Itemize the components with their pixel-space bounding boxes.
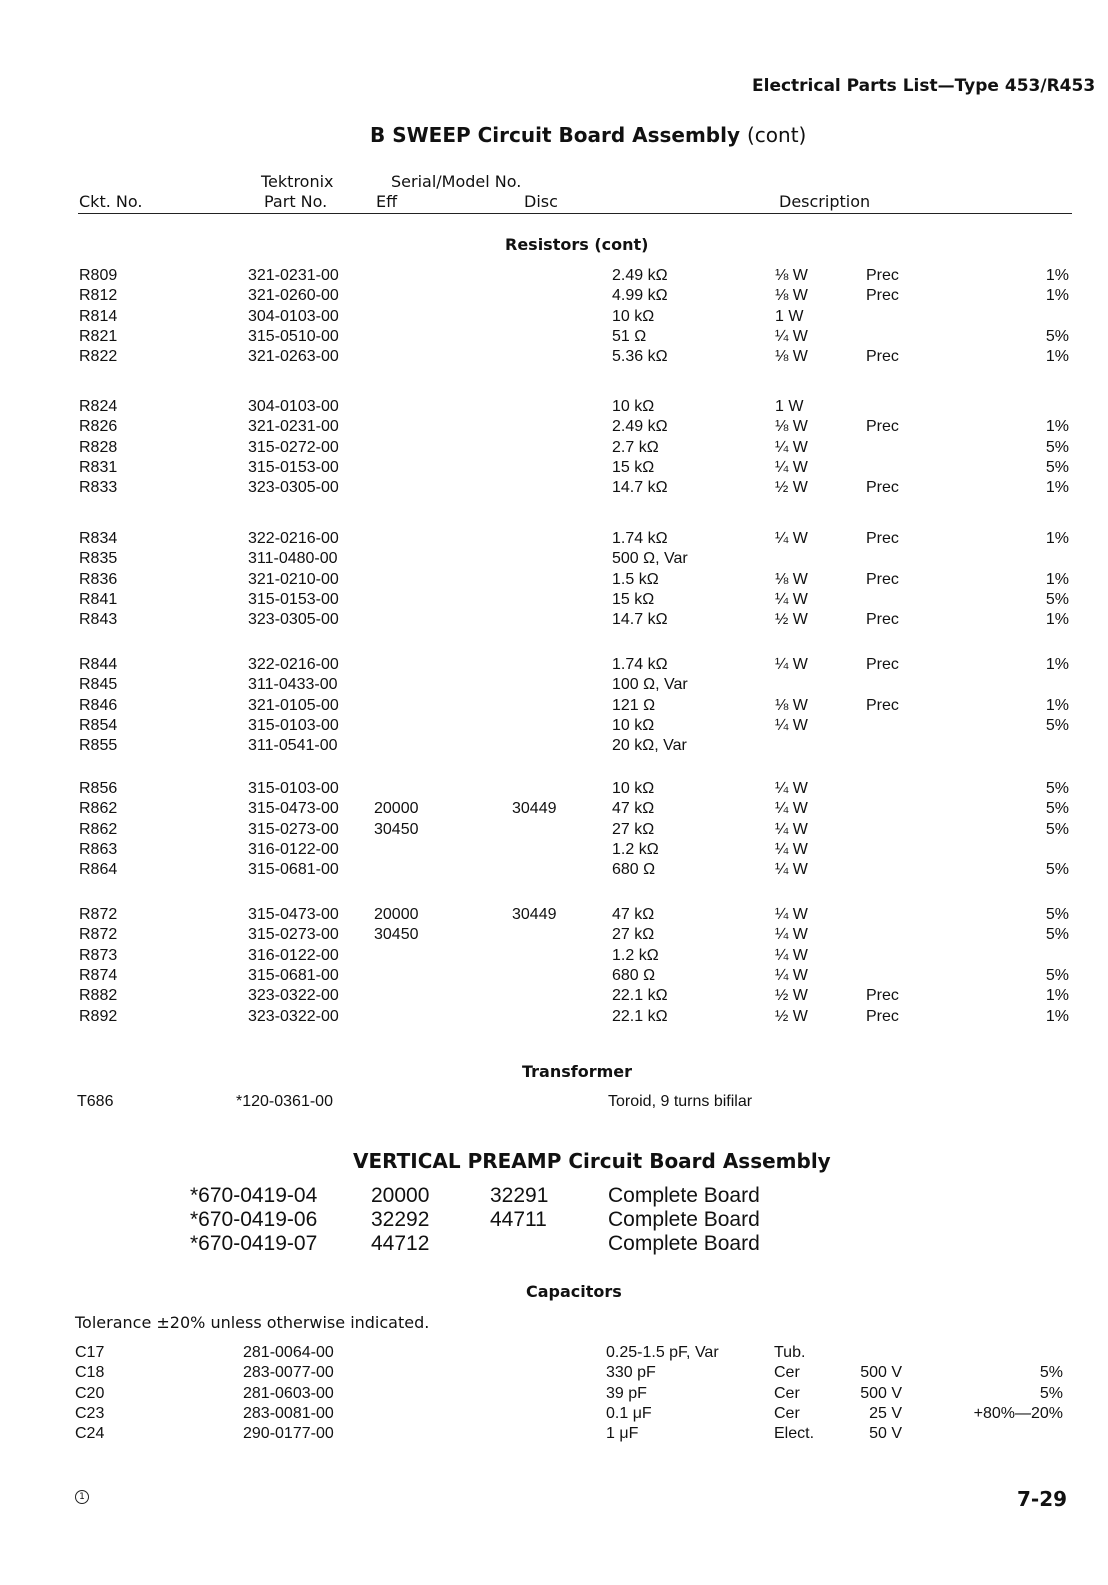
vertical-preamp-title-rest: Circuit Board Assembly (568, 1149, 831, 1173)
col-ckt-no: Ckt. No. (79, 192, 143, 211)
resistor-row (0, 591, 1108, 611)
vertical-preamp-title-bold: VERTICAL PREAMP (353, 1149, 562, 1173)
capacitance-value: 330 pF (606, 1364, 656, 1381)
wattage: ¼ W (775, 780, 808, 797)
resistance-value: 14.7 kΩ (612, 479, 668, 496)
wattage: ¼ W (775, 906, 808, 923)
part-number: *670-0419-07 (190, 1232, 318, 1255)
running-title: Electrical Parts List—Type 453/R453 (752, 76, 1096, 96)
wattage: ¼ W (775, 926, 808, 943)
resistance-value: 22.1 kΩ (612, 987, 668, 1004)
resistor-type: Prec (866, 611, 899, 628)
ckt-number: R855 (79, 737, 118, 754)
tolerance: 1% (1045, 348, 1069, 365)
transformer-description: Toroid, 9 turns bifilar (608, 1093, 753, 1110)
resistance-value: 1.5 kΩ (612, 571, 659, 588)
resistor-type: Prec (866, 287, 899, 304)
dielectric-type: Elect. (774, 1425, 815, 1442)
resistance-value: 20 kΩ, Var (612, 737, 687, 754)
part-number: 315-0103-00 (248, 780, 339, 797)
voltage-rating: 50 V (869, 1425, 902, 1442)
part-number: 315-0681-00 (248, 967, 339, 984)
dielectric-type: Cer (774, 1364, 800, 1381)
ckt-number: R828 (79, 439, 118, 456)
resistor-row (0, 418, 1108, 438)
assembly-title-text: B SWEEP Circuit Board Assembly (370, 123, 741, 147)
resistor-row (0, 611, 1108, 631)
resistor-row (0, 479, 1108, 499)
tolerance: 5% (1045, 821, 1069, 838)
wattage: ½ W (775, 479, 808, 496)
ckt-number: R824 (79, 398, 118, 415)
resistance-value: 27 kΩ (612, 926, 655, 943)
ckt-number: C24 (75, 1425, 105, 1442)
ckt-number: R872 (79, 906, 118, 923)
wattage: 1 W (775, 308, 804, 325)
serial-eff: 20000 (374, 800, 419, 817)
wattage: ¼ W (775, 821, 808, 838)
col-serial-model: Serial/Model No. (391, 172, 522, 191)
tolerance: 5% (1045, 780, 1069, 797)
capacitor-row (0, 1344, 1108, 1364)
resistance-value: 4.99 kΩ (612, 287, 668, 304)
vertical-preamp-title (353, 1149, 831, 1173)
resistance-value: 51 Ω (612, 328, 647, 345)
transformer-heading: Transformer (522, 1062, 633, 1081)
part-number: 322-0216-00 (248, 656, 339, 673)
wattage: ⅛ W (775, 267, 808, 284)
tolerance: 1% (1045, 287, 1069, 304)
resistance-value: 47 kΩ (612, 906, 655, 923)
serial-eff: 30450 (374, 926, 419, 943)
resistor-row (0, 697, 1108, 717)
part-number: 316-0122-00 (248, 841, 339, 858)
wattage: ½ W (775, 1008, 808, 1025)
part-number: 322-0216-00 (248, 530, 339, 547)
resistor-row (0, 398, 1108, 418)
transformer-ckt: T686 (77, 1093, 114, 1110)
ckt-number: R873 (79, 947, 118, 964)
ckt-number: R862 (79, 800, 118, 817)
part-number: 323-0322-00 (248, 987, 339, 1004)
resistance-value: 15 kΩ (612, 591, 655, 608)
resistance-value: 500 Ω, Var (612, 550, 688, 567)
tolerance: 5% (1045, 926, 1069, 943)
part-number: 321-0260-00 (248, 287, 339, 304)
wattage: ¼ W (775, 861, 808, 878)
part-number: *670-0419-04 (190, 1184, 318, 1207)
resistance-value: 1.2 kΩ (612, 947, 659, 964)
wattage: ⅛ W (775, 418, 808, 435)
ckt-number: R831 (79, 459, 118, 476)
ckt-number: C18 (75, 1364, 105, 1381)
ckt-number: C20 (75, 1385, 105, 1402)
part-number: *670-0419-06 (190, 1208, 318, 1231)
page-number: 7-29 (1017, 1487, 1068, 1511)
wattage: ¼ W (775, 841, 808, 858)
ckt-number: R821 (79, 328, 118, 345)
part-number: 281-0064-00 (243, 1344, 334, 1361)
dielectric-type: Cer (774, 1405, 800, 1422)
resistor-row (0, 737, 1108, 757)
resistance-value: 10 kΩ (612, 398, 655, 415)
dielectric-type: Tub. (774, 1344, 806, 1361)
tolerance: 5% (1039, 1385, 1063, 1402)
tolerance: 1% (1045, 479, 1069, 496)
ckt-number: R864 (79, 861, 118, 878)
resistor-row (0, 926, 1108, 946)
part-number: 315-0473-00 (248, 906, 339, 923)
resistor-row (0, 987, 1108, 1007)
col-description: Description (779, 192, 871, 211)
ckt-number: C17 (75, 1344, 105, 1361)
capacitor-row (0, 1425, 1108, 1445)
capacitors-heading: Capacitors (526, 1282, 622, 1301)
col-tektronix: Tektronix (261, 172, 334, 191)
wattage: ⅛ W (775, 697, 808, 714)
tolerance: 5% (1045, 967, 1069, 984)
ckt-number: R863 (79, 841, 118, 858)
wattage: ¼ W (775, 800, 808, 817)
serial-disc: 30449 (512, 906, 557, 923)
preamp-row (0, 1184, 1108, 1208)
resistor-row (0, 550, 1108, 570)
tolerance: 5% (1045, 861, 1069, 878)
tolerance: 1% (1045, 571, 1069, 588)
assembly-title (370, 123, 806, 147)
ckt-number: R892 (79, 1008, 118, 1025)
resistor-row (0, 841, 1108, 861)
serial-eff: 32292 (371, 1208, 430, 1231)
tolerance: 5% (1045, 459, 1069, 476)
preamp-row (0, 1208, 1108, 1232)
ckt-number: R843 (79, 611, 118, 628)
wattage: ¼ W (775, 967, 808, 984)
resistor-row (0, 906, 1108, 926)
resistors-heading: Resistors (cont) (505, 235, 649, 254)
resistor-type: Prec (866, 656, 899, 673)
serial-disc: 30449 (512, 800, 557, 817)
transformer-part: *120-0361-00 (236, 1093, 333, 1110)
part-number: 321-0210-00 (248, 571, 339, 588)
col-part-no: Part No. (264, 192, 328, 211)
wattage: ¼ W (775, 439, 808, 456)
tolerance: 1% (1045, 656, 1069, 673)
ckt-number: R814 (79, 308, 118, 325)
part-number: 323-0305-00 (248, 479, 339, 496)
serial-eff: 30450 (374, 821, 419, 838)
ckt-number: R846 (79, 697, 118, 714)
resistor-row (0, 308, 1108, 328)
resistance-value: 2.7 kΩ (612, 439, 659, 456)
resistance-value: 2.49 kΩ (612, 418, 668, 435)
part-number: 315-0153-00 (248, 459, 339, 476)
resistor-row (0, 571, 1108, 591)
wattage: ¼ W (775, 459, 808, 476)
resistor-type: Prec (866, 418, 899, 435)
resistance-value: 680 Ω (612, 967, 656, 984)
wattage: ¼ W (775, 656, 808, 673)
part-number: 311-0480-00 (248, 550, 338, 567)
wattage: ¼ W (775, 591, 808, 608)
part-number: 315-0153-00 (248, 591, 339, 608)
part-number: 315-0510-00 (248, 328, 339, 345)
resistance-value: 121 Ω (612, 697, 656, 714)
ckt-number: R845 (79, 676, 118, 693)
resistance-value: 10 kΩ (612, 717, 655, 734)
part-number: 311-0433-00 (248, 676, 338, 693)
resistor-row (0, 861, 1108, 881)
resistance-value: 5.36 kΩ (612, 348, 668, 365)
resistance-value: 1.74 kΩ (612, 656, 668, 673)
wattage: 1 W (775, 398, 804, 415)
part-number: 281-0603-00 (243, 1385, 334, 1402)
resistor-type: Prec (866, 267, 899, 284)
ckt-number: R854 (79, 717, 118, 734)
part-number: 321-0105-00 (248, 697, 339, 714)
part-number: 323-0322-00 (248, 1008, 339, 1025)
resistor-row (0, 1008, 1108, 1028)
ckt-number: R809 (79, 267, 118, 284)
resistor-row (0, 947, 1108, 967)
tolerance: 1% (1045, 267, 1069, 284)
resistance-value: 47 kΩ (612, 800, 655, 817)
voltage-rating: 25 V (869, 1405, 902, 1422)
capacitors-note: Tolerance ±20% unless otherwise indicated. (75, 1313, 430, 1332)
resistance-value: 15 kΩ (612, 459, 655, 476)
ckt-number: R833 (79, 479, 118, 496)
wattage: ⅛ W (775, 571, 808, 588)
capacitance-value: 1 μF (606, 1425, 639, 1442)
voltage-rating: 500 V (860, 1385, 902, 1402)
resistance-value: 2.49 kΩ (612, 267, 668, 284)
resistor-row (0, 328, 1108, 348)
resistor-row (0, 656, 1108, 676)
resistor-row (0, 821, 1108, 841)
wattage: ¼ W (775, 328, 808, 345)
resistance-value: 100 Ω, Var (612, 676, 688, 693)
wattage: ¼ W (775, 717, 808, 734)
resistor-type: Prec (866, 571, 899, 588)
tolerance: 1% (1045, 611, 1069, 628)
capacitor-row (0, 1364, 1108, 1384)
resistance-value: 1.74 kΩ (612, 530, 668, 547)
col-disc: Disc (524, 192, 558, 211)
resistor-type: Prec (866, 348, 899, 365)
serial-eff: 20000 (374, 906, 419, 923)
resistor-row (0, 717, 1108, 737)
ckt-number: R844 (79, 656, 118, 673)
resistor-row (0, 459, 1108, 479)
resistance-value: 680 Ω (612, 861, 656, 878)
tolerance: 5% (1045, 906, 1069, 923)
resistor-type: Prec (866, 987, 899, 1004)
ckt-number: R836 (79, 571, 118, 588)
wattage: ½ W (775, 611, 808, 628)
resistor-row (0, 676, 1108, 696)
header-rule (78, 213, 1072, 214)
resistance-value: 1.2 kΩ (612, 841, 659, 858)
wattage: ¼ W (775, 530, 808, 547)
part-number: 304-0103-00 (248, 308, 339, 325)
resistor-row (0, 267, 1108, 287)
wattage: ⅛ W (775, 287, 808, 304)
part-number: 311-0541-00 (248, 737, 338, 754)
resistor-row (0, 780, 1108, 800)
resistor-row (0, 800, 1108, 820)
part-number: 321-0231-00 (248, 267, 339, 284)
tolerance: 5% (1045, 800, 1069, 817)
ckt-number: R856 (79, 780, 118, 797)
board-description: Complete Board (608, 1232, 760, 1255)
resistor-row (0, 967, 1108, 987)
ckt-number: R822 (79, 348, 118, 365)
capacitance-value: 0.25-1.5 pF, Var (606, 1344, 719, 1361)
part-number: 290-0177-00 (243, 1425, 334, 1442)
capacitor-row (0, 1385, 1108, 1405)
resistor-type: Prec (866, 530, 899, 547)
tolerance: 1% (1045, 987, 1069, 1004)
part-number: 315-0273-00 (248, 821, 339, 838)
part-number: 304-0103-00 (248, 398, 339, 415)
resistor-row (0, 348, 1108, 368)
resistor-type: Prec (866, 479, 899, 496)
capacitance-value: 0.1 μF (606, 1405, 652, 1422)
tolerance: 1% (1045, 1008, 1069, 1025)
ckt-number: R826 (79, 418, 118, 435)
transformer-row (0, 1093, 1108, 1113)
resistance-value: 10 kΩ (612, 308, 655, 325)
part-number: 283-0077-00 (243, 1364, 334, 1381)
ckt-number: R862 (79, 821, 118, 838)
tolerance: 5% (1045, 328, 1069, 345)
serial-eff: 44712 (371, 1232, 430, 1255)
tolerance: 5% (1045, 591, 1069, 608)
tolerance: 5% (1039, 1364, 1063, 1381)
tolerance: +80%—20% (973, 1405, 1063, 1422)
assembly-title-suffix: (cont) (746, 123, 807, 147)
serial-disc: 32291 (490, 1184, 549, 1207)
part-number: 321-0231-00 (248, 418, 339, 435)
wattage: ¼ W (775, 947, 808, 964)
tolerance: 5% (1045, 717, 1069, 734)
resistance-value: 10 kΩ (612, 780, 655, 797)
part-number: 315-0273-00 (248, 926, 339, 943)
ckt-number: R834 (79, 530, 118, 547)
ckt-number: R812 (79, 287, 118, 304)
tolerance: 1% (1045, 697, 1069, 714)
board-description: Complete Board (608, 1208, 760, 1231)
ckt-number: R841 (79, 591, 118, 608)
board-description: Complete Board (608, 1184, 760, 1207)
resistor-type: Prec (866, 697, 899, 714)
resistor-row (0, 287, 1108, 307)
tolerance: 1% (1045, 418, 1069, 435)
wattage: ⅛ W (775, 348, 808, 365)
ckt-number: R882 (79, 987, 118, 1004)
tolerance: 5% (1045, 439, 1069, 456)
serial-disc: 44711 (490, 1208, 547, 1231)
part-number: 323-0305-00 (248, 611, 339, 628)
resistance-value: 22.1 kΩ (612, 1008, 668, 1025)
part-number: 315-0473-00 (248, 800, 339, 817)
ckt-number: R835 (79, 550, 118, 567)
ckt-number: R872 (79, 926, 118, 943)
part-number: 283-0081-00 (243, 1405, 334, 1422)
resistor-row (0, 530, 1108, 550)
part-number: 316-0122-00 (248, 947, 339, 964)
col-eff: Eff (376, 192, 398, 211)
resistor-row (0, 439, 1108, 459)
ckt-number: R874 (79, 967, 118, 984)
dielectric-type: Cer (774, 1385, 800, 1402)
part-number: 315-0681-00 (248, 861, 339, 878)
resistance-value: 27 kΩ (612, 821, 655, 838)
revision-mark: 1 (75, 1490, 89, 1504)
wattage: ½ W (775, 987, 808, 1004)
resistor-type: Prec (866, 1008, 899, 1025)
voltage-rating: 500 V (860, 1364, 902, 1381)
part-number: 321-0263-00 (248, 348, 339, 365)
ckt-number: C23 (75, 1405, 105, 1422)
tolerance: 1% (1045, 530, 1069, 547)
preamp-row (0, 1232, 1108, 1256)
part-number: 315-0272-00 (248, 439, 339, 456)
part-number: 315-0103-00 (248, 717, 339, 734)
capacitor-row (0, 1405, 1108, 1425)
resistance-value: 14.7 kΩ (612, 611, 668, 628)
serial-eff: 20000 (371, 1184, 430, 1207)
capacitance-value: 39 pF (606, 1385, 647, 1402)
